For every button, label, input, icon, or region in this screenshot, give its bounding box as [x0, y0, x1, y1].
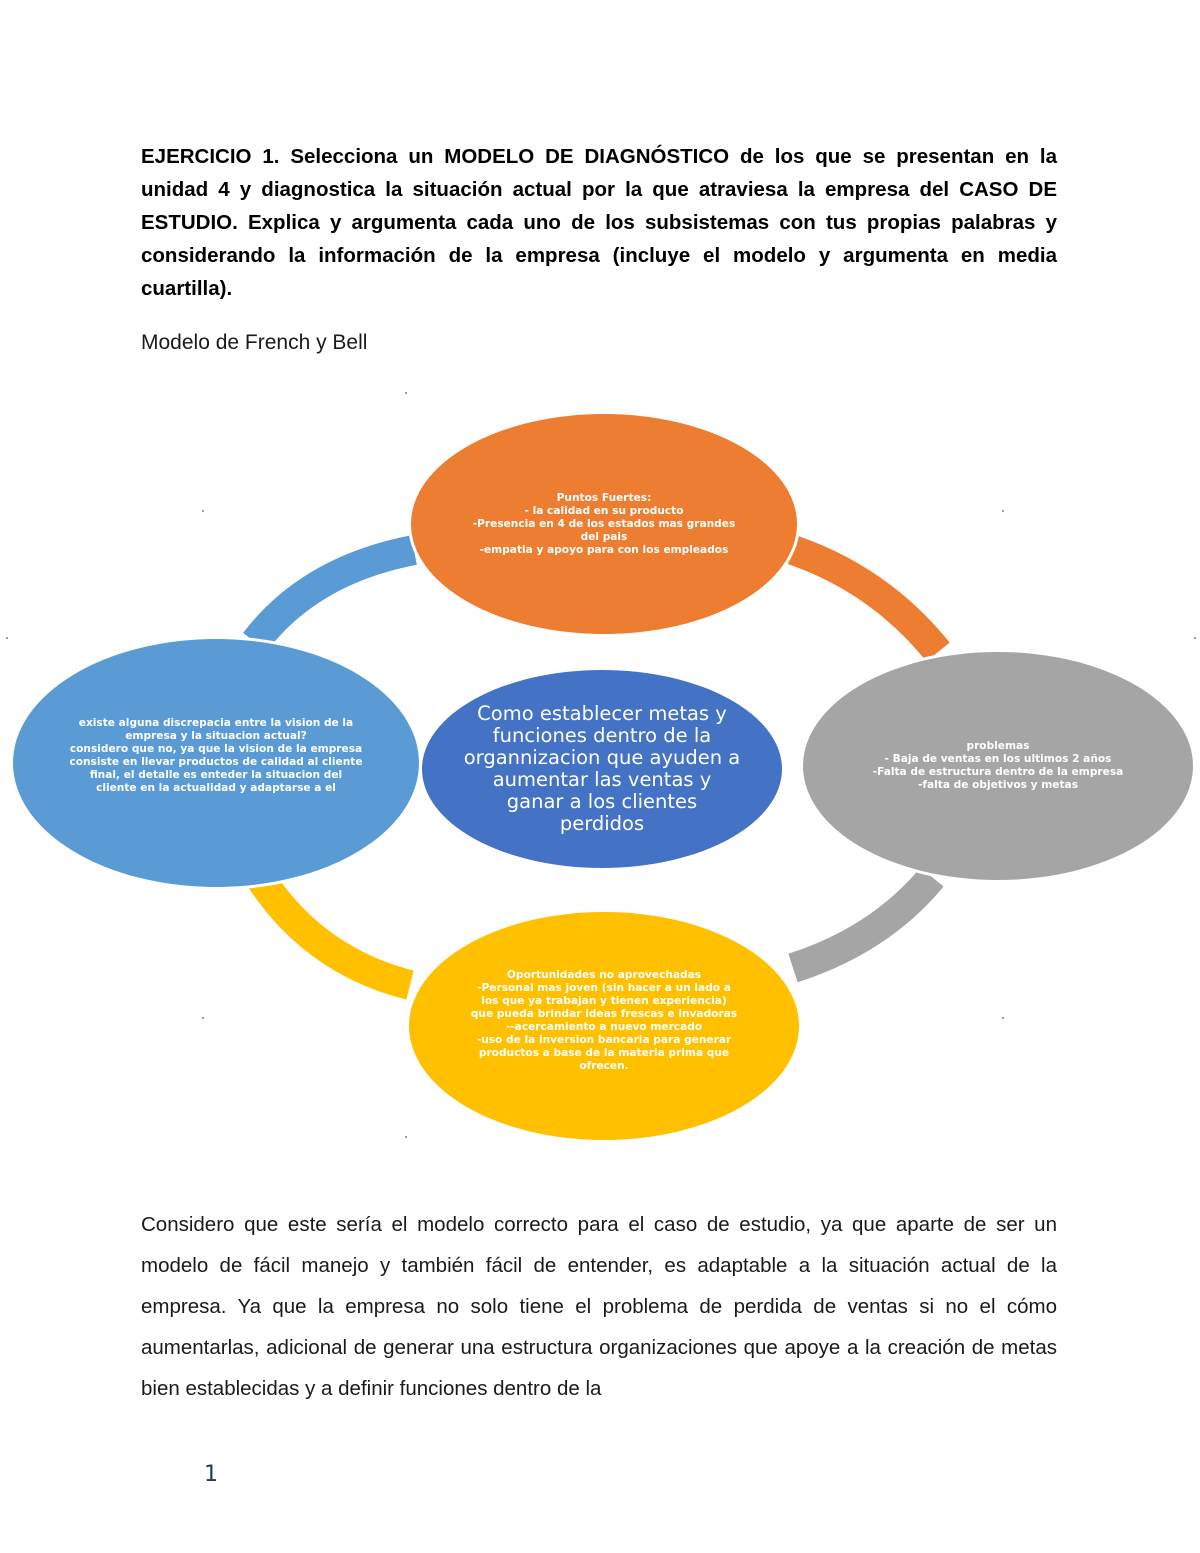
- vision-line: existe alguna discrepacia entre la vision de la empresa y la situacion actual?: [78, 716, 354, 742]
- strengths-line: -Presencia en 4 de los estados mas grandes del pais: [472, 517, 736, 543]
- stray-dot: [202, 1017, 204, 1019]
- model-title: Modelo de French y Bell: [141, 331, 368, 354]
- arc-left-to-top: [255, 550, 414, 642]
- arc-bottom-to-left: [255, 870, 410, 985]
- stray-dot: [202, 510, 204, 512]
- problems-circle: [800, 649, 1196, 883]
- problems-line: - Baja de ventas en los ultimos 2 años: [884, 753, 1112, 765]
- problems-line: problemas: [966, 740, 1030, 752]
- opportunities-line: -uso de la inversion bancaria para generar productos a base de la materia prima que ofrecen.: [476, 1034, 732, 1072]
- central-goal-text: Como establecer metas y funciones dentro de la organnizacion que ayuden a aumentar las ventas y ganar a los clientes perdidos: [463, 702, 741, 835]
- body-paragraph: Considero que este sería el modelo correcto para el caso de estudio, ya que aparte de ser un modelo de fácil manejo y también fácil de entender, es adaptable a la situación actual de la empresa. Ya que la empresa no solo tiene el problema de perdida de ventas si no el cómo aumentarlas, adicional de generar una estructura organizaciones que apoye a la creación de metas bien establecidas y a definir funciones dentro de la: [141, 1213, 1057, 1400]
- exercise-instructions: EJERCICIO 1. Selecciona un MODELO DE DIAGNÓSTICO de los que se presentan en la unidad 4 y diagnostica la situación actual por la que atraviesa la empresa del CASO DE ESTUDIO. Explica y argumenta cada uno de los subsistemas con tus propias palabras y considerando la información de la empresa (incluye el modelo y argumenta en media cuartilla).: [141, 145, 1057, 300]
- stray-dot: [405, 392, 407, 394]
- opportunities-line: --acercamiento a nuevo mercado: [505, 1021, 703, 1033]
- problems-line: -falta de objetivos y metas: [917, 779, 1079, 791]
- stray-dot: [1194, 637, 1196, 639]
- strengths-line: Puntos Fuertes:: [556, 491, 652, 504]
- vision-line: considero que no, ya que la vision de la empresa consiste en llevar productos de calidad al cliente final, el detalle es enteder la situacion del cliente en la actualidad y adaptarse a el: [69, 742, 363, 794]
- stray-dot: [1002, 510, 1004, 512]
- opportunities-circle: [406, 909, 802, 1143]
- strengths-circle: [408, 411, 800, 637]
- strengths-line: - la calidad en su producto: [524, 504, 684, 517]
- opportunities-line: -Personal mas joven (sin hacer a un lado a los que ya trabajan y tienen experiencia) que pueda brindar ideas frescas e invadoras: [470, 982, 738, 1020]
- vision-circle: [10, 636, 422, 890]
- strengths-line: -empatia y apoyo para con los empleados: [479, 543, 729, 556]
- opportunities-line: Oportunidades no aprovechadas: [506, 969, 702, 981]
- central-goal-circle: [419, 667, 785, 871]
- page-number: 1: [204, 1462, 218, 1487]
- stray-dot: [1002, 1017, 1004, 1019]
- stray-dot: [6, 637, 8, 639]
- stray-dot: [405, 1136, 407, 1138]
- arc-right-to-bottom: [793, 877, 932, 968]
- arc-top-to-right: [793, 550, 938, 652]
- french-bell-diagram: [0, 380, 1200, 1140]
- problems-line: -Falta de estructura dentro de la empresa: [872, 766, 1124, 778]
